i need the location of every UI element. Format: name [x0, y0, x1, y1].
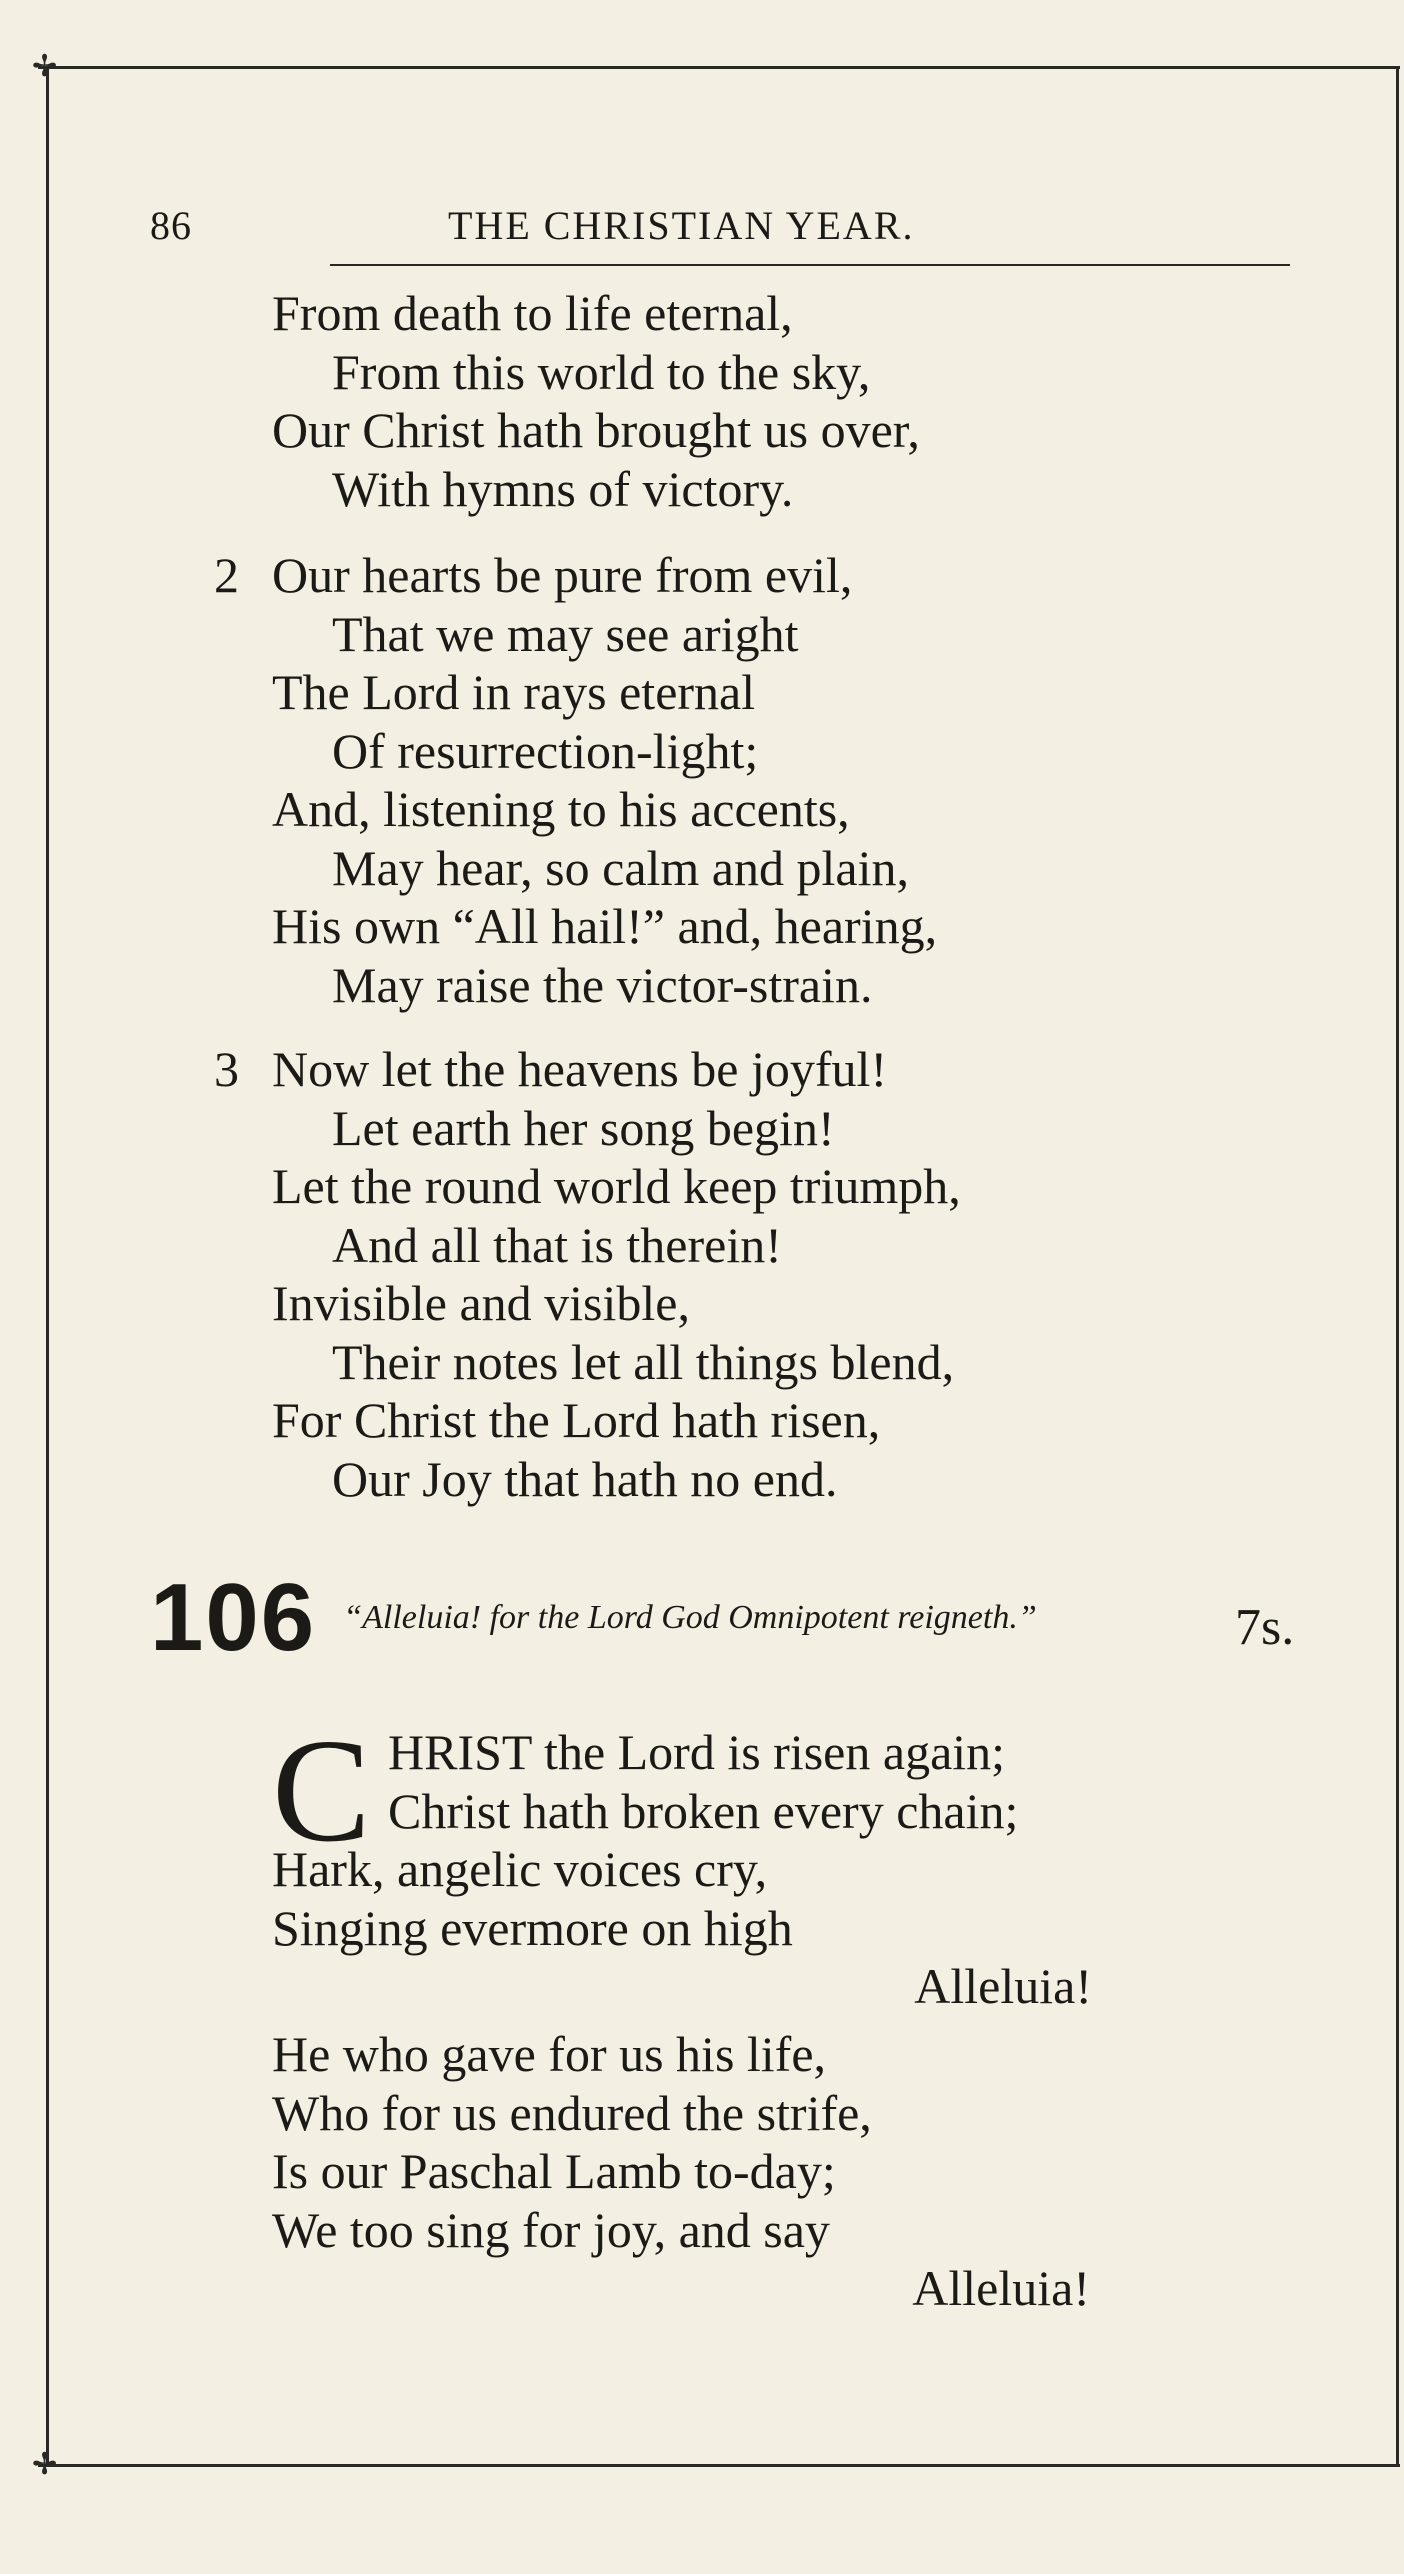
verse-line: Our hearts be pure from evil,	[272, 547, 853, 603]
verse-line: May hear, so calm and plain,	[332, 839, 909, 896]
verse-line: With hymns of victory.	[332, 460, 794, 517]
verse-line: His own “All hail!” and, hearing,	[272, 898, 938, 954]
verse-line: Let the round world keep triumph,	[272, 1158, 961, 1214]
verse-line: That we may see aright	[332, 605, 799, 662]
hymn-verse-1	[272, 1709, 1252, 2016]
verse-line: Let earth her song begin!	[332, 1099, 835, 1156]
stanza-2	[214, 546, 938, 1014]
top-left-ornament-icon: ✢	[32, 49, 58, 84]
verse-line: And all that is therein!	[332, 1216, 782, 1273]
running-title: THE CHRISTIAN YEAR.	[448, 203, 915, 248]
verse-line: He who gave for us his life,	[272, 2026, 827, 2082]
bottom-border-rule	[38, 2464, 1400, 2467]
running-head	[150, 198, 1300, 254]
stanza-number: 3	[214, 1041, 239, 1097]
verse-line: For Christ the Lord hath risen,	[272, 1392, 881, 1448]
verse-line: Of resurrection-light;	[332, 722, 759, 779]
alleluia-refrain: Alleluia!	[914, 1958, 1092, 2014]
verse-continued	[272, 284, 920, 518]
hymn-epigraph: “Alleluia! for the Lord God Omnipotent reigneth.”	[343, 1599, 1037, 1636]
right-border-rule	[1396, 66, 1399, 2466]
bottom-left-ornament-icon: ✢	[32, 2447, 58, 2482]
verse-line: Now let the heavens be joyful!	[272, 1041, 888, 1097]
left-border-rule	[46, 66, 49, 2466]
verse-line: We too sing for joy, and say	[272, 2201, 830, 2258]
verse-line: May raise the victor-strain.	[332, 956, 873, 1013]
verse-line: Our Christ hath brought us over,	[272, 402, 920, 458]
alleluia-refrain: Alleluia!	[912, 2260, 1090, 2316]
hymn-verse-2	[272, 2025, 1102, 2318]
verse-line: Christ hath broken every chain;	[388, 1782, 1019, 1839]
verse-line: Their notes let all things blend,	[332, 1333, 955, 1390]
stanza-3	[214, 1040, 961, 1508]
hymn-header	[150, 1564, 1330, 1688]
verse-line: Our Joy that hath no end.	[332, 1450, 838, 1507]
verse-line: Singing evermore on high	[272, 1899, 793, 1956]
verse-line: Who for us endured the strife,	[272, 2084, 872, 2141]
verse-line: HRIST the Lord is risen again;	[388, 1724, 1006, 1780]
verse-line: Is our Paschal Lamb to-day;	[272, 2143, 836, 2199]
verse-line: The Lord in rays eternal	[272, 664, 756, 720]
verse-line: Invisible and visible,	[272, 1275, 690, 1331]
verse-line: And, listening to his accents,	[272, 781, 850, 837]
header-rule	[330, 264, 1290, 266]
verse-line: Hark, angelic voices cry,	[272, 1841, 768, 1897]
hymn-number: 106	[150, 1564, 317, 1671]
drop-cap: C	[272, 1709, 371, 1873]
top-border-rule	[38, 66, 1400, 69]
stanza-number: 2	[214, 547, 239, 603]
verse-line: From this world to the sky,	[332, 343, 871, 400]
page-number: 86	[150, 203, 192, 248]
hymn-meter: 7s.	[1235, 1599, 1295, 1656]
verse-line: From death to life eternal,	[272, 285, 793, 341]
